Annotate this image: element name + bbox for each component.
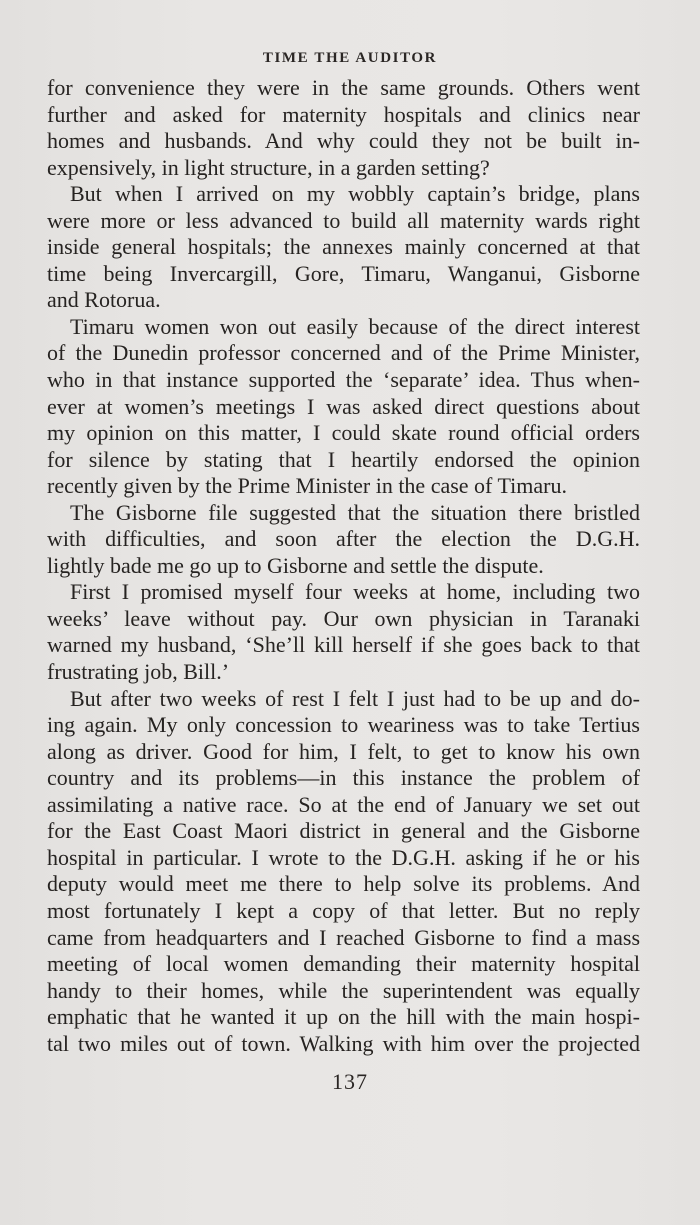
text-line: further and asked for maternity hospitals and clinics near <box>47 101 640 127</box>
text-line: and Rotorua. <box>47 287 161 313</box>
text-line: weeks’ leave without pay. Our own physician in Taranaki <box>47 605 640 631</box>
running-head: TIME THE AUDITOR <box>262 50 438 66</box>
text-line: meeting of local women demanding their maternity hospital <box>47 951 640 977</box>
text-line: handy to their homes, while the superintendent was equally <box>47 977 640 1003</box>
text-line: my opinion on this matter, I could skate round official orders <box>47 420 640 446</box>
text-line: expensively, in light structure, in a garden setting? <box>47 154 490 180</box>
page-number: 137 <box>332 1069 368 1094</box>
text-line: ing again. My only concession to weariness was to take Tertius <box>47 712 640 738</box>
text-line: for convenience they were in the same grounds. Others went <box>47 75 640 100</box>
text-line: Timaru women won out easily because of the direct interest <box>70 313 640 339</box>
text-line: But when I arrived on my wobbly captain’s bridge, plans <box>70 181 640 207</box>
text-line: deputy would meet me there to help solve its problems. And <box>47 871 640 897</box>
text-line: assimilating a native race. So at the end of January we set out <box>47 791 640 817</box>
text-line: But after two weeks of rest I felt I just had to be up and do- <box>70 685 640 711</box>
text-line: lightly bade me go up to Gisborne and settle the dispute. <box>47 552 544 578</box>
text-line: recently given by the Prime Minister in the case of Timaru. <box>47 473 567 499</box>
text-line: for the East Coast Maori district in general and the Gisborne <box>47 818 640 844</box>
text-line: inside general hospitals; the annexes mainly concerned at that <box>47 234 640 260</box>
text-line: came from headquarters and I reached Gisborne to find a mass <box>47 924 640 950</box>
text-line: time being Invercargill, Gore, Timaru, Wanganui, Gisborne <box>47 260 640 286</box>
text-line: warned my husband, ‘She’ll kill herself if she goes back to that <box>47 632 640 658</box>
text-line: ever at women’s meetings I was asked direct questions about <box>47 393 640 419</box>
text-line: The Gisborne file suggested that the situation there bristled <box>70 499 640 525</box>
text-line: for silence by stating that I heartily endorsed the opinion <box>47 446 640 472</box>
text-line: most fortunately I kept a copy of that letter. But no reply <box>47 897 640 923</box>
text-line: country and its problems—in this instance the problem of <box>47 765 640 791</box>
text-line: hospital in particular. I wrote to the D.G.H. asking if he or his <box>47 844 640 870</box>
text-line: homes and husbands. And why could they not be built in- <box>47 128 640 154</box>
text-line: of the Dunedin professor concerned and of the Prime Minister, <box>47 340 640 366</box>
text-line: who in that instance supported the ‘separate’ idea. Thus when- <box>47 367 640 393</box>
text-line: tal two miles out of town. Walking with him over the projected <box>47 1030 640 1056</box>
text-line: were more or less advanced to build all maternity wards right <box>47 207 640 233</box>
text-line: along as driver. Good for him, I felt, to get to know his own <box>47 738 640 764</box>
text-line: frustrating job, Bill.’ <box>47 659 230 685</box>
text-line: First I promised myself four weeks at home, including two <box>70 579 640 605</box>
text-line: with difficulties, and soon after the election the D.G.H. <box>47 526 640 552</box>
body-text <box>47 75 640 1057</box>
text-line: emphatic that he wanted it up on the hill with the main hospi- <box>47 1004 640 1030</box>
